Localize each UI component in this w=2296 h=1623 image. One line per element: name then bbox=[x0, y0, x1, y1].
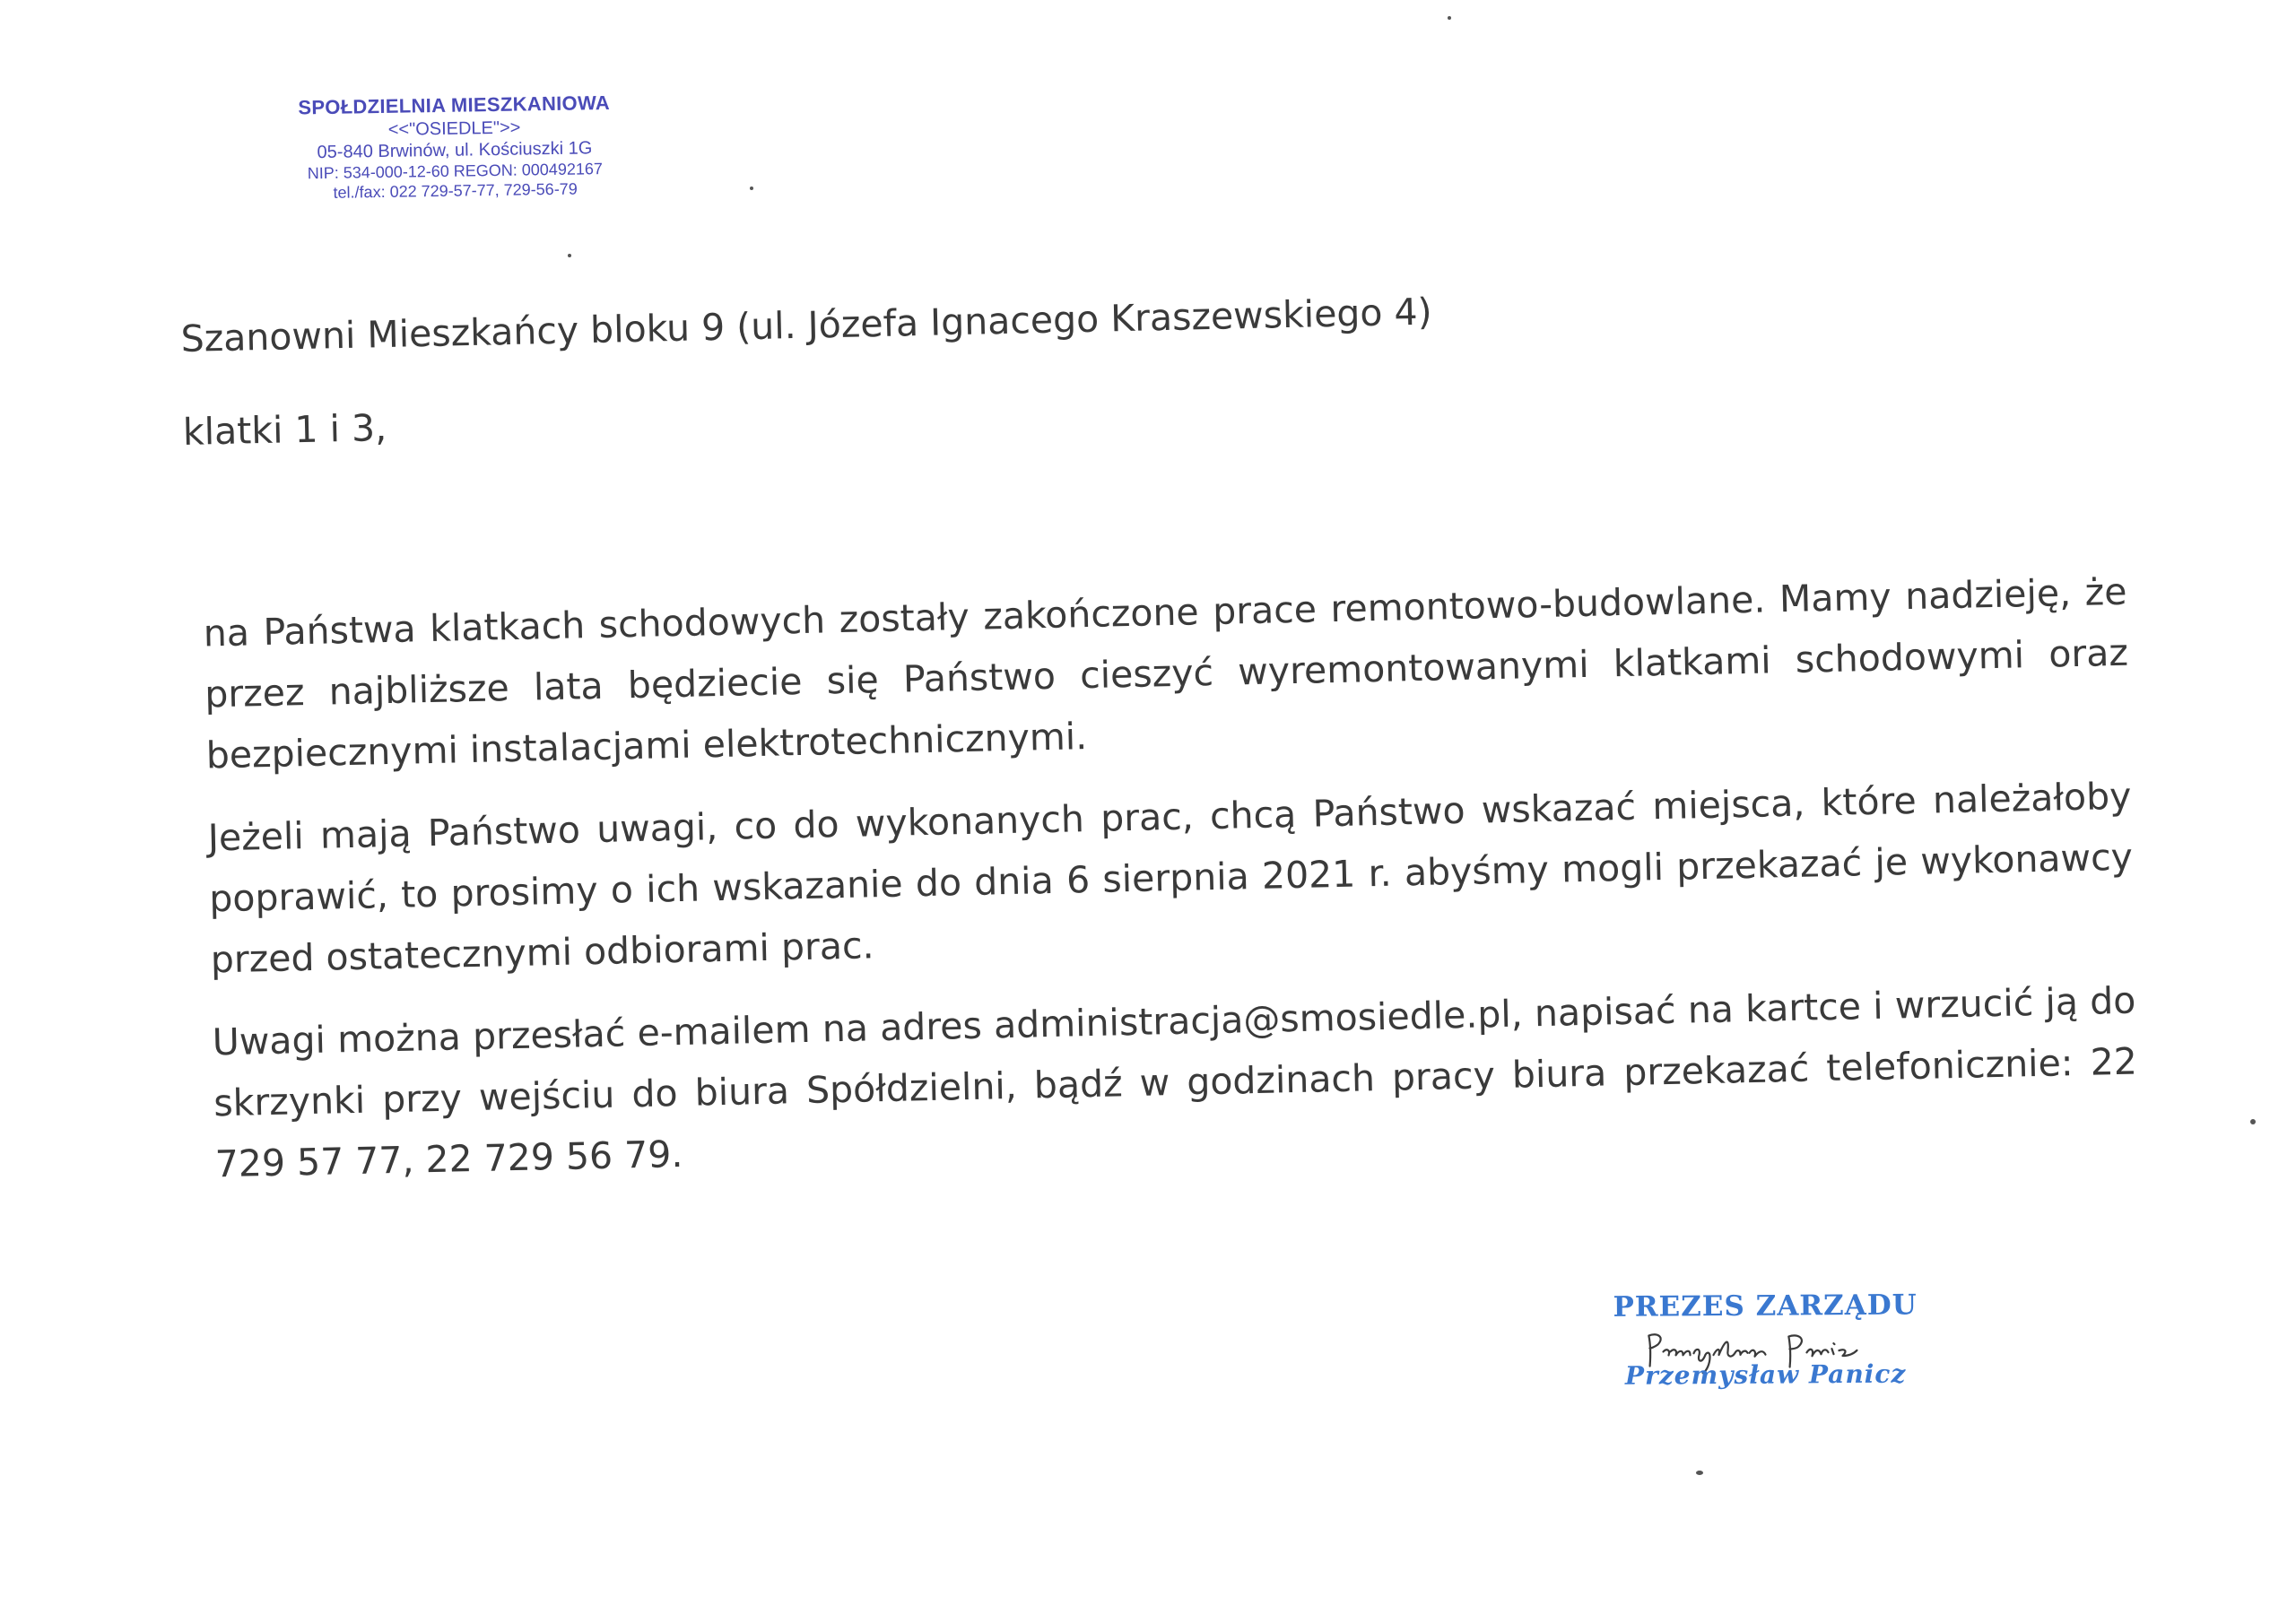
scan-speck bbox=[1696, 1471, 1703, 1475]
stamp-address: 05-840 Brwinów, ul. Kościuszki 1G bbox=[317, 138, 593, 163]
paragraph-3: Uwagi można przesłać e-mailem na adres administracja@smosiedle.pl, napisać na kartce i wrzucić ją do skrzynki przy wejściu do biura Spółdzielni, bądź w godzinach pracy biura przekazać telefonicznie: 22 729 57 77, 22 729 56 79. bbox=[212, 978, 2138, 1186]
greeting-line-1: Szanowni Mieszkańcy bloku 9 (ul. Józefa Ignacego Kraszewskiego 4) bbox=[180, 290, 1433, 360]
organization-stamp bbox=[265, 91, 644, 219]
scan-speck bbox=[568, 254, 571, 257]
letter-body bbox=[179, 226, 2143, 1186]
paragraph-2: Jeżeli mają Państwo uwagi, co do wykonanych prac, chcą Państwo wskazać miejsca, które należałoby poprawić, to prosimy o ich wskazanie do dnia 6 sierpnia 2021 r. abyśmy mogli przekazać je wykonawcy przed ostatecznymi odbiorami prac. bbox=[207, 774, 2134, 982]
signatory-name: Przemysław Panicz bbox=[1624, 1358, 1907, 1391]
stamp-org-name: SPOŁDZIELNIA MIESZKANIOWA bbox=[298, 91, 611, 119]
scan-speck bbox=[750, 187, 753, 190]
stamp-org-short-name: <<"OSIEDLE">> bbox=[387, 117, 521, 140]
signatory-title: PREZES ZARZĄDU bbox=[1613, 1289, 1918, 1324]
paragraph-1: na Państwa klatkach schodowych zostały zakończone prace remontowo-budowlane. Mamy nadzieję, że przez najbliższe lata będziecie się Państwo cieszyć wyremontowanymi klatkami schodowymi oraz bezpiecznymi instalacjami elektrotechnicznymi. bbox=[203, 569, 2129, 777]
stamp-tax-ids: NIP: 534-000-12-60 REGON: 000492167 bbox=[307, 159, 604, 182]
stamp-phone-fax: tel./fax: 022 729-57-77, 729-56-79 bbox=[333, 179, 578, 202]
scan-speck bbox=[1448, 16, 1451, 20]
scan-speck bbox=[2250, 1119, 2256, 1124]
greeting-line-2: klatki 1 i 3, bbox=[182, 406, 387, 454]
signature-block bbox=[1595, 1289, 1936, 1435]
